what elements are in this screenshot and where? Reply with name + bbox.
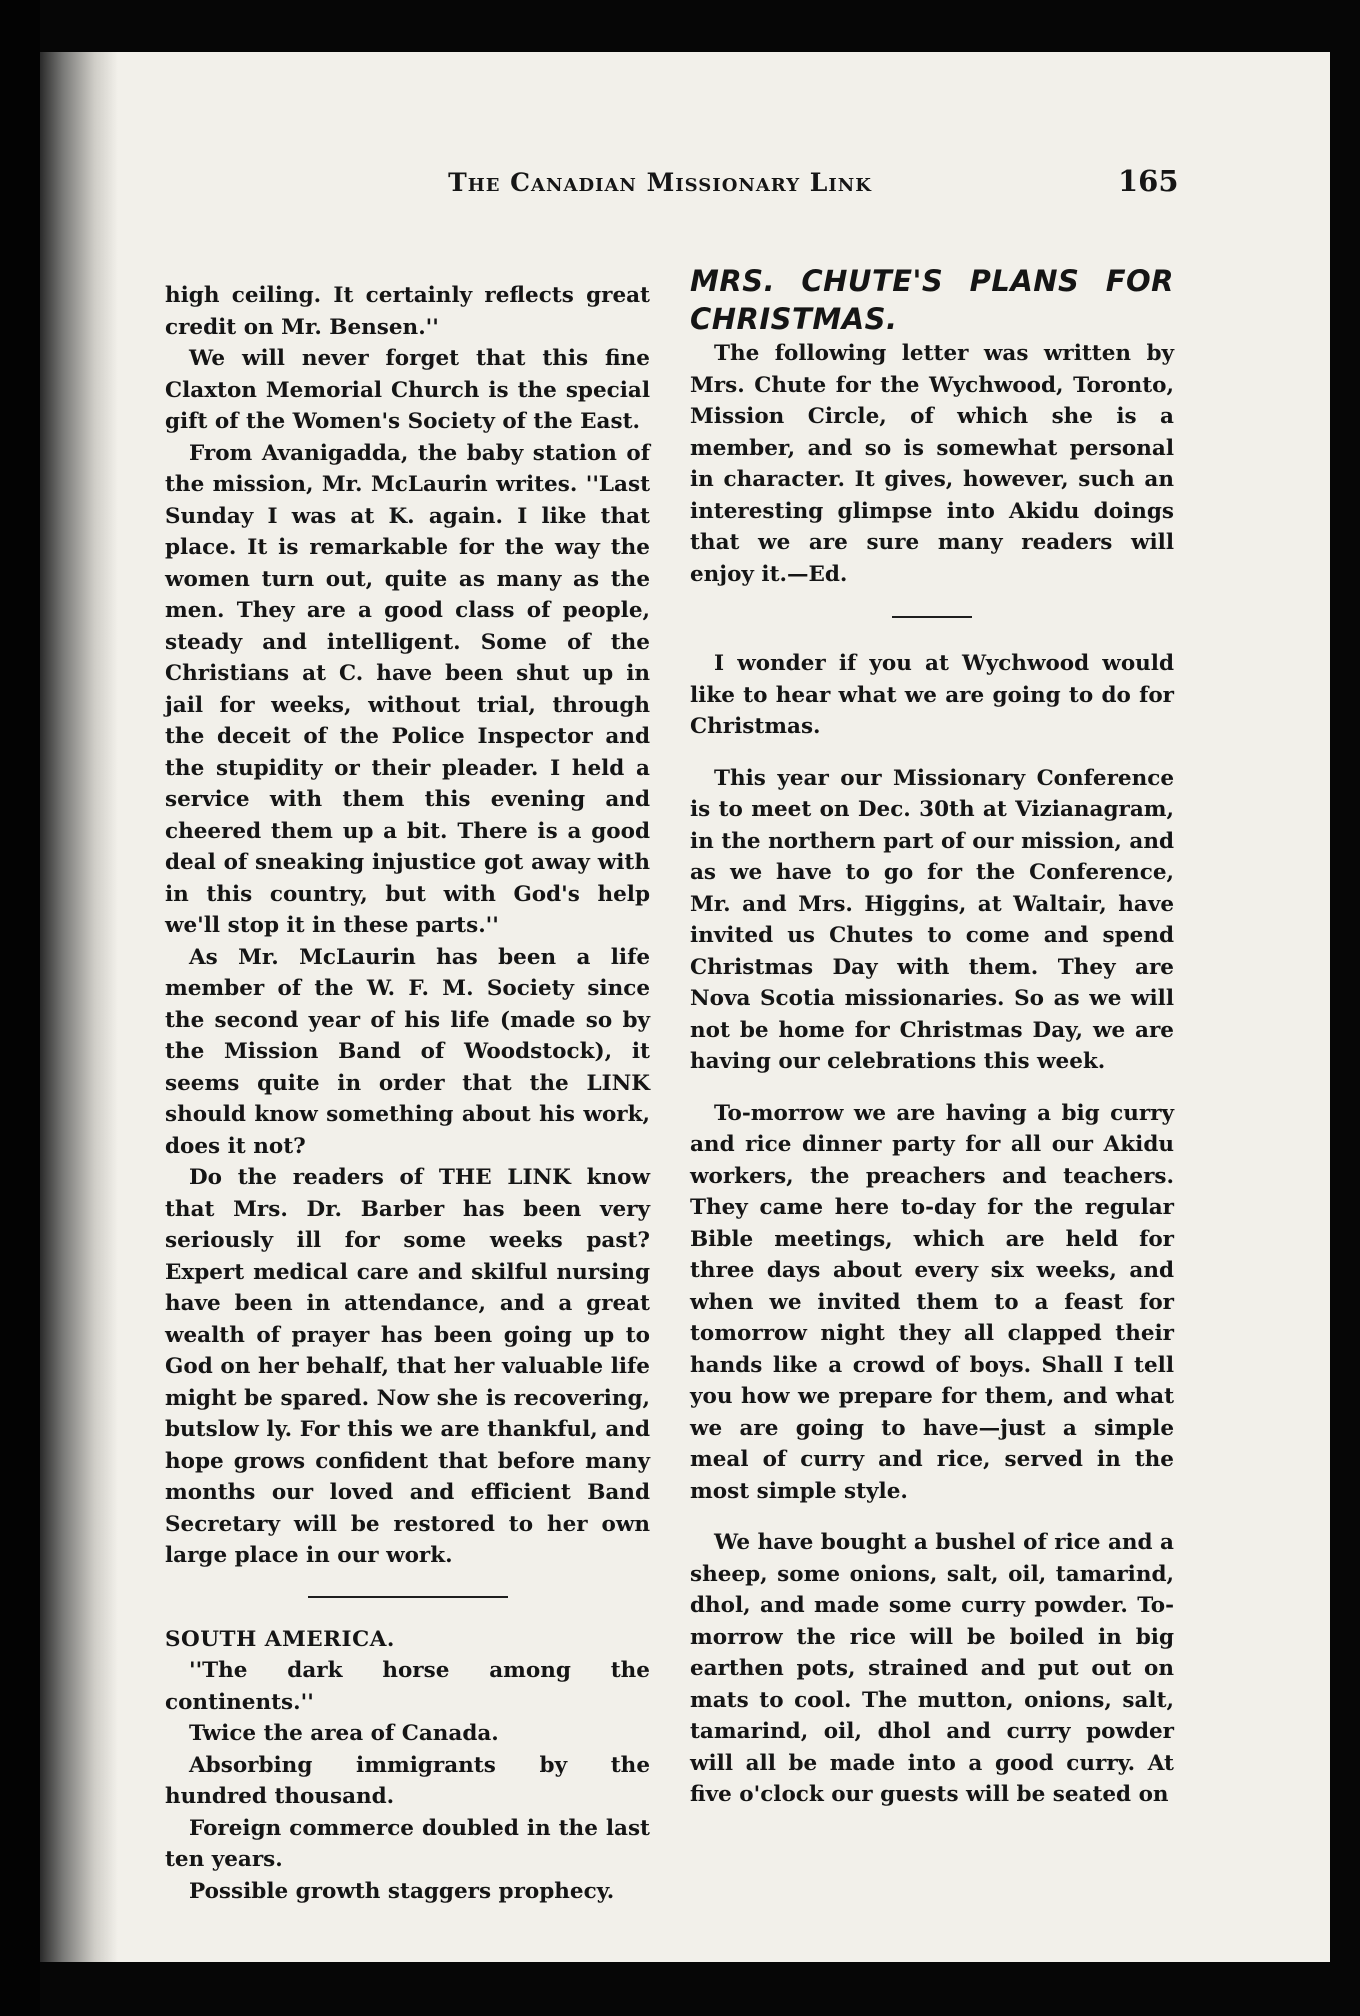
letter-paragraph: This year our Missionary Conference is to meet on Dec. 30th at Vizianagram, in the northern part of our mission, and as we have to go for the Conference, Mr. and Mrs. Higgins, at Waltair, have invited us Chutes to come and spend Christmas Day with them. They are Nova Scotia missionaries. So as we will not be home for Christmas Day, we are having our celebrations this week. — [690, 765, 1174, 1074]
paragraph-continued: high ceiling. It certainly reflects great credit on Mr. Bensen.'' — [165, 283, 650, 340]
paragraph-claxton: We will never forget that this fine Claxton Memorial Church is the special gift of the Women's Society of the East. — [165, 346, 650, 434]
letter-paragraph: We have bought a bushel of rice and a sheep, some onions, salt, oil, tamarind, dhol, and made some curry powder. To-morrow the rice will be boiled in big earthen pots, strained and put out on mats to cool. The mutton, onions, salt, tamarind, oil, dhol and curry powder will all be made into a good curry. At five o'clock our guests will be seated on — [690, 1530, 1174, 1807]
south-america-line: Foreign commerce doubled in the last ten years. — [165, 1815, 650, 1872]
south-america-line: Absorbing immigrants by the hundred thousand. — [165, 1752, 650, 1809]
paragraph-barber: Do the readers of THE LINK know that Mrs. Dr. Barber has been very seriously ill for some weeks past? Expert medical care and skilful nursing have been in attendance, and a great wealth of prayer has been going up to God on her behalf, that her valuable life might be spared. Now she is recovering, butslow ly. For this we are thankful, and hope grows confident that before many months our loved and efficient Band Secretary will be restored to her own large place in our work. — [165, 1165, 650, 1568]
south-america-line: Possible growth staggers prophecy. — [189, 1878, 615, 1904]
article-divider — [892, 616, 972, 618]
right-column — [690, 262, 1174, 1811]
editor-intro: The following letter was written by Mrs. Chute for the Wychwood, Toronto, Mission Circle, of which she is a member, and so is somewhat personal in character. It gives, however, such an interesting glimpse into Akidu doings that we are sure many readers will enjoy it.—Ed. — [690, 341, 1174, 587]
south-america-line: Twice the area of Canada. — [189, 1721, 499, 1746]
paragraph-avanigadda: From Avanigadda, the baby station of the mission, Mr. McLaurin writes. ''Last Sunday I was at K. again. I like that place. It is remarkable for the way the women turn out, quite as many as the men. They are a good class of people, steady and intelligent. Some of the Christians at C. have been shut up in jail for weeks, without trial, through the deceit of the Police Inspector and the stupidity or their pleader. I held a service with them this evening and cheered them up a bit. There is a good deal of sneaking injustice got away with in this country, but with God's help we'll stop it in these parts.'' — [165, 440, 650, 938]
running-head: The Canadian Missionary Link — [448, 168, 872, 197]
left-column — [165, 280, 650, 1907]
paragraph-mclaurin: As Mr. McLaurin has been a life member of the W. F. M. Society since the second year of his life (made so by the Mission Band of Woodstock), it seems quite in order that the LINK should know something about his work, does it not? — [165, 944, 650, 1159]
section-divider — [308, 1596, 508, 1598]
letter-paragraph: To-morrow we are having a big curry and rice dinner party for all our Akidu workers, the preachers and teachers. They came here to-day for the regular Bible meetings, which are held for three days about every six weeks, and when we invited them to a feast for tomorrow night they all clapped their hands like a crowd of boys. Shall I tell you how we prepare for them, and what we are going to have—just a simple meal of curry and rice, served in the most simple style. — [690, 1100, 1174, 1504]
film-border-left — [0, 0, 40, 2016]
letter-paragraph: I wonder if you at Wychwood would like to hear what we are going to do for Christmas. — [690, 651, 1174, 739]
page-gutter-shadow — [40, 52, 118, 1962]
article-title: MRS. CHUTE'S PLANS FOR CHRISTMAS. — [690, 264, 1174, 336]
section-title-south-america: SOUTH AMERICA. — [165, 1626, 395, 1652]
page-number: 165 — [1118, 164, 1179, 198]
south-america-quote: ''The dark horse among the continents.'' — [165, 1658, 650, 1715]
